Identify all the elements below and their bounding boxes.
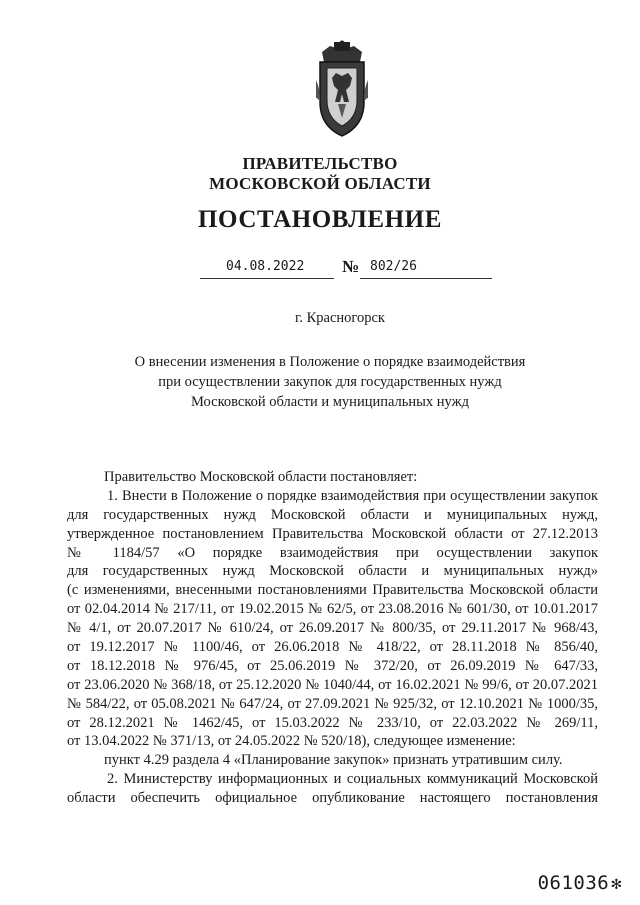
body-line: от 02.04.2014 № 217/11, от 19.02.2015 № 62/5, от 23.08.2016 № 601/30, от 10.01.2017 (67, 601, 598, 618)
body-line: пункт 4.29 раздела 4 «Планирование закупок» признать утратившим силу. (104, 752, 563, 769)
body-line: № 1184/57 «О порядке взаимодействия при осуществлении закупок (67, 544, 598, 561)
serial-number (538, 872, 622, 894)
document-date: 04.08.2022 (226, 259, 305, 274)
body-line: от 23.06.2020 № 368/18, от 25.12.2020 № 1040/44, от 16.02.2021 № 99/6, от 20.07.2021 (67, 676, 598, 693)
body-line: от 28.12.2021 № 1462/45, от 15.03.2022 № 233/10, от 22.03.2022 № 269/11, (67, 714, 598, 731)
body-line: Правительство Московской области постановляет: (104, 469, 418, 485)
document-subject (130, 352, 530, 412)
org-name-line-1: ПРАВИТЕЛЬСТВО (242, 154, 398, 173)
subject-line: О внесении изменения в Положение о порядке взаимодействия (134, 354, 526, 370)
body-line: для государственных нужд Московской области и муниципальных нужд» (67, 563, 598, 580)
body-line: области обеспечить официальное опубликование настоящего постановления (67, 790, 598, 807)
serial-number-value: 061036 (537, 872, 610, 894)
body-line: 1. Внести в Положение о порядке взаимодействия при осуществлении закупок (107, 487, 598, 504)
document-number: 802/26 (370, 259, 417, 274)
asterisk-icon: ✻ (611, 874, 622, 894)
coat-of-arms-icon (316, 40, 368, 140)
document-type-title: ПОСТАНОВЛЕНИЕ (197, 206, 443, 233)
body-line: № 4/1, от 20.07.2017 № 610/24, от 26.09.2017 № 800/35, от 29.11.2017 № 968/43, (67, 620, 598, 637)
body-line: 2. Министерству информационных и социальных коммуникаций Московской (107, 771, 598, 788)
number-sign: № (342, 257, 360, 276)
subject-line: Московской области и муниципальных нужд (191, 394, 469, 410)
body-line: № 584/22, от 05.08.2021 № 647/24, от 27.09.2021 № 925/32, от 12.10.2021 № 1000/35, (67, 695, 598, 712)
document-body (67, 468, 598, 808)
body-line: от 19.12.2017 № 1100/46, от 26.06.2018 № 418/22, от 28.11.2018 № 856/40, (67, 639, 598, 656)
number-field (360, 256, 492, 279)
date-field (200, 256, 334, 279)
body-line: (с изменениями, внесенными постановлениями Правительства Московской области (67, 582, 598, 599)
body-line: для государственных нужд Московской области и муниципальных нужд, (67, 506, 598, 523)
body-line: от 13.04.2022 № 371/13, от 24.05.2022 № 520/18), следующее изменение: (67, 733, 516, 750)
org-name-line-2: МОСКОВСКОЙ ОБЛАСТИ (209, 174, 431, 193)
subject-line: при осуществлении закупок для государственных нужд (158, 374, 502, 390)
city-name: г. Красногорск (295, 310, 385, 326)
body-line: от 18.12.2018 № 976/45, от 25.06.2019 № 372/20, от 26.09.2019 № 647/33, (67, 657, 598, 674)
body-line: утвержденное постановлением Правительства Московской области от 27.12.2013 (67, 525, 598, 542)
